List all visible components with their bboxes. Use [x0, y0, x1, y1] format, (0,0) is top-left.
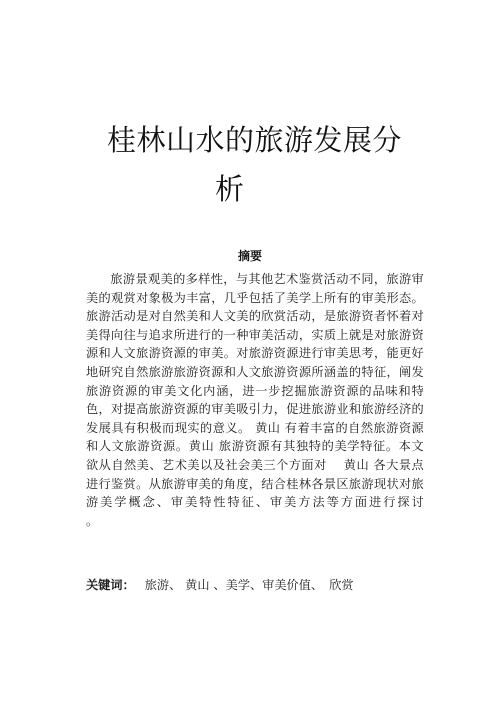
abstract-heading: 摘要	[237, 249, 262, 263]
title-line-2: 析	[215, 172, 245, 206]
keywords-row	[86, 576, 354, 594]
title-line-1: 桂林山水的旅游发展分	[107, 123, 403, 157]
abstract-body: 旅游景观美的多样性，与其他艺术鉴赏活动不同，旅游审美的观赏对象极为丰富，几乎包括了美学上所有的审美形态。旅游活动是对自然美和人文美的欣赏活动，是旅游资者怀着对美得向往与追求所进行的一种审美活动，实质上就是对旅游资源和人文旅游资源的审美。对旅游资源进行审美思考，能更好地研究自然旅游旅游资源和人文旅游资源所涵盖的特征，阐发旅游资源的审美文化内涵，进一步挖掘旅游资源的品味和特色，对提高旅游资源的审美吸引力，促进旅游业和旅游经济的发展具有积极而现实的意义。 黄山 有着丰富的自然旅游资源和人文旅游资源。黄山 旅游资源有其独特的美学特征。本文欲从自然美、艺术美以及社会美三个方面对 黄山 各大景点进行鉴赏。从旅游审美的角度，结合桂林各景区旅游现状对旅游美学概念、审美特性特征、审美方法等方面进行探讨 。	[86, 272, 454, 528]
keywords-list: 旅游、 黄山 、美学、审美价值、 欣赏	[144, 578, 354, 592]
keywords-label: 关键词：	[86, 578, 135, 592]
